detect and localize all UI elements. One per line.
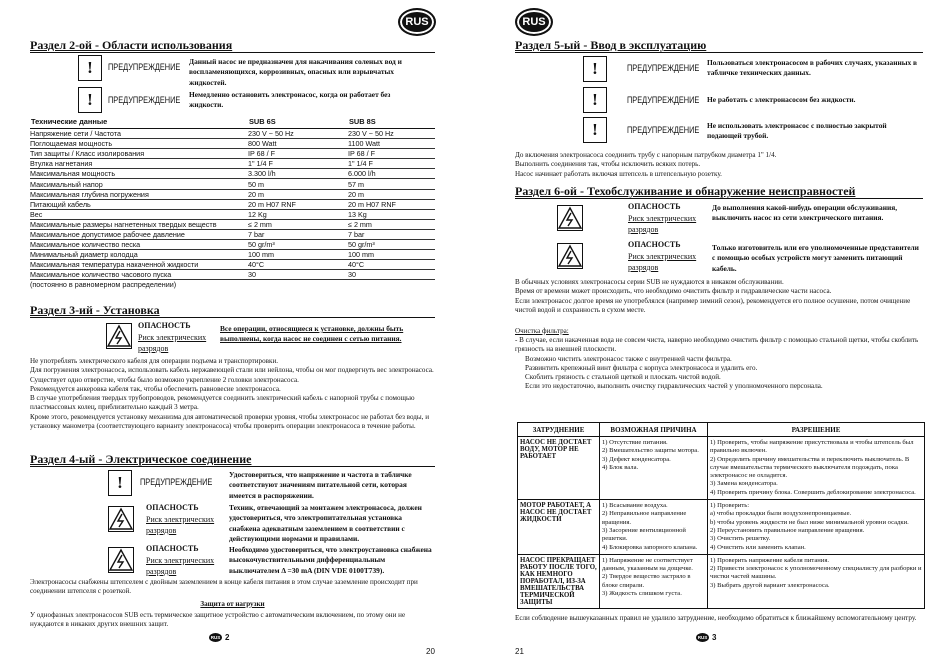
spec-cell: Максимальная глубина погружения bbox=[30, 189, 248, 199]
danger-label: ОПАСНОСТЬ Риск электрических разрядов bbox=[138, 321, 207, 353]
spec-cell: 12 Kg bbox=[248, 209, 348, 219]
d1-text: До выполнения какой-нибудь операции обслуживания, выключить насос из сети электрического питания. bbox=[712, 203, 898, 223]
electric-hazard-icon bbox=[108, 546, 134, 574]
spec-cell: Питающий кабель bbox=[30, 199, 248, 209]
trouble-causes bbox=[600, 437, 708, 500]
spec-cell: 6.000 l/h bbox=[348, 169, 435, 179]
spec-cell: 1100 Watt bbox=[348, 139, 435, 149]
spec-header-cell: SUB 6S bbox=[248, 114, 348, 129]
trouble-cause: 3) Засорение вентиляционной решетки. bbox=[602, 526, 686, 543]
trouble-header-cell: РАЗРЕШЕНИЕ bbox=[708, 423, 925, 437]
spec-table bbox=[30, 114, 435, 290]
trouble-solutions bbox=[708, 437, 925, 500]
trouble-solution: 3) Выбрать другой вариант электронасоса. bbox=[710, 581, 830, 589]
trouble-header-cell: ВОЗМОЖНАЯ ПРИЧИНА bbox=[600, 423, 708, 437]
trouble-solution: 1) Проверить: bbox=[710, 502, 750, 510]
spec-row bbox=[30, 129, 435, 139]
danger-text-2: Необходимо удостовериться, что электроустановка снабжена высокочувствительными дифференциальным выключателем Δ =30 mA (DIN VDE 0100T739). bbox=[229, 545, 432, 575]
spec-header-cell: Технические данные bbox=[30, 114, 248, 129]
trouble-solution: 4) Очистить или заменить клапан. bbox=[710, 543, 806, 551]
spec-cell: IP 68 / F bbox=[248, 149, 348, 159]
trouble-cause: 1) Всасывание воздуха. bbox=[602, 502, 668, 510]
page-number: 20 bbox=[426, 647, 435, 656]
section5-text: До включения электронасоса соединить трубу с напорным патрубком диаметра 1" 1/4. Выполнить соединения так, чтобы исключить всяких потерь. Насос начинает работать включая штепсель в штепсельную розетку. bbox=[515, 151, 777, 178]
trouble-header-cell: ЗАТРУДНЕНИЕ bbox=[518, 423, 600, 437]
electric-hazard-icon bbox=[108, 505, 134, 533]
trouble-row bbox=[518, 554, 925, 608]
trouble-cause: 1) Отсутствие питания. bbox=[602, 439, 668, 446]
spec-cell: 20 m H07 RNF bbox=[348, 199, 435, 209]
trouble-cause: 2) Вмешательство защиты мотора. bbox=[602, 447, 699, 455]
spec-row bbox=[30, 179, 435, 189]
divider bbox=[30, 317, 435, 318]
trouble-solution: 2) Переустановить правильное направление вращения. bbox=[710, 526, 865, 534]
section4-title: Раздел 4-ый - Электрическое соединение bbox=[30, 452, 252, 466]
warning-icon: ! bbox=[78, 87, 102, 113]
trouble-solution: 1) Проверить напряжение кабеля питания. bbox=[710, 556, 829, 564]
w1-text: Пользоваться электронасосом в рабочих случаях, указанных в табличке технических данных. bbox=[707, 58, 918, 78]
spec-cell: 7 bar bbox=[348, 229, 435, 239]
spec-cell: Втулка нагнетания bbox=[30, 159, 248, 169]
spec-cell: 1" 1/4 F bbox=[248, 159, 348, 169]
warning-label: ПРЕДУПРЕЖДЕНИЕ bbox=[627, 125, 700, 135]
spec-row bbox=[30, 149, 435, 159]
danger-sub: Риск электрических разрядов bbox=[628, 214, 697, 234]
trouble-cause: 1) Напряжение не соответствует данным, указанным на дощечке. bbox=[602, 556, 693, 573]
spec-cell: Максимальное количество песка bbox=[30, 240, 248, 250]
spec-row-note bbox=[30, 280, 435, 290]
electric-hazard-icon bbox=[106, 322, 132, 350]
footer-badge: RUS 2 bbox=[210, 633, 230, 642]
w3-text: Не использовать электронасос с полностью закрытой подающей трубой. bbox=[707, 121, 887, 141]
spec-cell: Максимальные размеры нагнетенных твердых веществ bbox=[30, 219, 248, 229]
spec-cell: Тип защиты / Класс изолирования bbox=[30, 149, 248, 159]
filter-steps: - В случае, если накаченная вода не совсем чиста, наверно необходимо очистить фильтр с помощью стальной щетки, чтобы скоблить грязность на внешней плоскости. Возможно чистить электронасос также с внутренней части фильтра. Развинтить крепежный винт фильтра с корпуса электронасоса и удалить его. Скоблить грязность с стальной щеткой и плоскать чистой водой. Если это недостаточно, выполнить очистку гидравлических частей у уполномоченного персонала. bbox=[515, 336, 919, 391]
section4-para1: Электронасосы снабжены штепселем с двойным заземлением в конце кабеля питания в этом случае заземление происходит при соединении штепселя с розеткой. bbox=[30, 578, 418, 596]
danger-label: ОПАСНОСТЬ Риск электрических разрядов bbox=[146, 543, 221, 577]
trouble-problem: МОТОР РАБОТАЕТ, А НАСОС НЕ ДОСТАЕТ ЖИДКОСТИ bbox=[518, 500, 600, 555]
warning-text-1: Данный насос не предназначен для накачивания соленых вод и воспламеняющихся, коррозивных, опасных или взрывчатых жидкостей. bbox=[189, 57, 402, 87]
spec-header-cell: SUB 8S bbox=[348, 114, 435, 129]
spec-cell: Максимальный напор bbox=[30, 179, 248, 189]
danger-text: Все операции, относящиеся к установке, должны быть выполнены, когда насос не соединен с сетью питания. bbox=[220, 324, 404, 344]
spec-cell: 13 Kg bbox=[348, 209, 435, 219]
danger-sub: Риск электрических разрядов bbox=[138, 333, 207, 353]
spec-cell: Максимальная мощность bbox=[30, 169, 248, 179]
spec-cell: 800 Watt bbox=[248, 139, 348, 149]
divider bbox=[30, 52, 435, 53]
spec-row bbox=[30, 139, 435, 149]
spec-header-row bbox=[30, 114, 435, 129]
spec-cell: 7 bar bbox=[248, 229, 348, 239]
trouble-solutions bbox=[708, 554, 925, 608]
warning-label: ПРЕДУПРЕЖДЕНИЕ bbox=[108, 95, 181, 105]
spec-cell: Напряжение сети / Частота bbox=[30, 129, 248, 139]
spec-cell: 20 m bbox=[348, 189, 435, 199]
danger-label: ОПАСНОСТЬ Риск электрических разрядов bbox=[628, 201, 708, 235]
section4-subhead: Защита от нагрузки bbox=[200, 600, 265, 608]
trouble-causes bbox=[600, 500, 708, 555]
spec-cell: IP 68 / F bbox=[348, 149, 435, 159]
trouble-solution: 3) Замена конденсатора. bbox=[710, 480, 778, 488]
warning-label: ПРЕДУПРЕЖДЕНИЕ bbox=[627, 63, 700, 73]
spec-cell: 30 bbox=[348, 270, 435, 280]
trouble-solution: 3) Очистить решетку. bbox=[710, 535, 771, 543]
spec-cell: 100 mm bbox=[348, 250, 435, 260]
spec-row bbox=[30, 250, 435, 260]
spec-cell: 40°C bbox=[248, 260, 348, 270]
spec-row bbox=[30, 240, 435, 250]
spec-row bbox=[30, 189, 435, 199]
spec-cell: Максимальная температура накаченной жидкости bbox=[30, 260, 248, 270]
section5-title: Раздел 5-ый - Ввод в эксплуатацию bbox=[515, 38, 707, 52]
spec-cell: ≤ 2 mm bbox=[348, 219, 435, 229]
warning-icon: ! bbox=[108, 470, 132, 496]
section6-title: Раздел 6-ой - Техобслуживание и обнаружение неисправностей bbox=[515, 184, 856, 198]
spec-cell: 20 m H07 RNF bbox=[248, 199, 348, 209]
spec-row bbox=[30, 209, 435, 219]
page-number: 21 bbox=[515, 647, 524, 656]
trouble-problem: НАСОС ПРЕКРАЩАЕТ РАБОТУ ПОСЛЕ ТОГО, КАК НЕМНОГО ПОРАБОТАЛ, ИЗ-ЗА ВМЕШАТЕЛЬСТВА ТЕРМИЧЕСКОЙ ЗАЩИТЫ bbox=[518, 554, 600, 608]
spec-cell: 50 gr/m³ bbox=[248, 240, 348, 250]
spec-cell: 100 mm bbox=[248, 250, 348, 260]
warning-icon: ! bbox=[78, 55, 102, 81]
final-note: Если соблюдение вышеуказанных правил не удалило затруднение, необходимо обратиться к ближайшему вспомогательному центру. bbox=[515, 614, 917, 622]
trouble-row bbox=[518, 437, 925, 500]
trouble-cause: 4) Блокировка запорного клапана. bbox=[602, 543, 698, 551]
spec-row bbox=[30, 229, 435, 239]
warning-icon: ! bbox=[583, 56, 607, 82]
danger-text-1: Техник, отвечающий за монтажем электронасоса, должен удостовериться, что электропитательная установка снабжена адекватным заземлением в соответствии с действующими нормами и правилами. bbox=[229, 503, 422, 544]
spec-cell: 1" 1/4 F bbox=[348, 159, 435, 169]
footer-badge: RUS 3 bbox=[697, 633, 717, 642]
spec-cell: Вес bbox=[30, 209, 248, 219]
rus-badge: RUS bbox=[515, 8, 553, 36]
trouble-causes bbox=[600, 554, 708, 608]
spec-cell: 230 V ~ 50 Hz bbox=[348, 129, 435, 139]
section6-text: В обычных условиях электронасосы серии SUB не нуждаются в никаком обслуживании. Время от времени может происходить, что необходимо очистить фильтр и гидравлические части насоса. Если электронасос долгое время не употреблялся (например зимний сезон), рекомендуется его полное осушение, потом очищение чистой водой и сохранность в сухом месте. bbox=[515, 278, 911, 314]
section3-title: Раздел 3-ий - Установка bbox=[30, 303, 160, 317]
trouble-solution: 1) Проверить, чтобы напряжение присутствовала и чтобы штепсель был правильно включен. bbox=[710, 439, 914, 455]
trouble-cause: 2) Неправильное направление вращения. bbox=[602, 510, 687, 526]
filter-heading: Очистка фильтра: bbox=[515, 327, 569, 335]
danger-label: ОПАСНОСТЬ Риск электрических разрядов bbox=[628, 239, 708, 273]
d2-text: Только изготовитель или его уполномоченные представители с помощью особых устройств могут заменить питающий кабель. bbox=[712, 243, 919, 273]
warning-label: ПРЕДУПРЕЖДЕНИЕ bbox=[627, 95, 700, 105]
spec-cell: Поглощаемая мощность bbox=[30, 139, 248, 149]
divider bbox=[30, 466, 435, 467]
electric-hazard-icon bbox=[557, 204, 583, 232]
electric-hazard-icon bbox=[557, 242, 583, 270]
trouble-solution: 2) Привести электронасос к уполномоченному специалисту для разборки и чистки частей машины. bbox=[710, 565, 922, 581]
spec-note: (постоянно в равномерном распределении) bbox=[30, 280, 177, 290]
spec-cell: 57 m bbox=[348, 179, 435, 189]
trouble-solution: 4) Проверить причину блока. Совершить деблокирование электронасоса. bbox=[710, 488, 916, 496]
danger-sub: Риск электрических разрядов bbox=[628, 252, 697, 272]
spec-cell: 50 m bbox=[248, 179, 348, 189]
spec-cell: Минимальный диаметр колодца bbox=[30, 250, 248, 260]
spec-cell: Максимальное количество часового пуска bbox=[30, 270, 248, 280]
w2-text: Не работать с электронасосом без жидкости. bbox=[707, 95, 856, 104]
spec-row bbox=[30, 199, 435, 209]
spec-cell: 230 V ~ 50 Hz bbox=[248, 129, 348, 139]
spec-row bbox=[30, 260, 435, 270]
spec-cell: 20 m bbox=[248, 189, 348, 199]
trouble-cause: 4) Блок вала. bbox=[602, 463, 639, 471]
spec-cell: 40°C bbox=[348, 260, 435, 270]
trouble-solution: b) чтобы уровень жидкости не был ниже минимальной уровни осадки. bbox=[710, 518, 909, 526]
divider bbox=[515, 198, 923, 199]
section2-title: Раздел 2-ой - Области использования bbox=[30, 38, 233, 52]
spec-row bbox=[30, 270, 435, 280]
warning-icon: ! bbox=[583, 117, 607, 143]
trouble-header-row bbox=[518, 423, 925, 437]
warning-icon: ! bbox=[583, 87, 607, 113]
trouble-cause: 3) Дефект конденсатора. bbox=[602, 455, 671, 463]
rus-badge: RUS bbox=[398, 8, 436, 36]
trouble-solution: 2) Определить причину вмешательства и переключить выключатель. В случае вмешательства термического выключателя подождать, пока электронасос не охладится. bbox=[710, 455, 910, 480]
trouble-cause: 3) Жидкость слишком густа. bbox=[602, 590, 682, 598]
trouble-solution: а) чтобы прокладки были воздухонепроницаемые. bbox=[710, 510, 852, 518]
spec-row bbox=[30, 169, 435, 179]
spec-cell: Максимальное допустимое рабочее давление bbox=[30, 229, 248, 239]
spec-cell: 50 gr/m³ bbox=[348, 240, 435, 250]
warning-label: ПРЕДУПРЕЖДЕНИЕ bbox=[140, 477, 213, 487]
danger-sub: Риск электрических разрядов bbox=[146, 515, 215, 535]
trouble-problem: НАСОС НЕ ДОСТАЕТ ВОДУ, МОТОР НЕ РАБОТАЕТ bbox=[518, 437, 600, 500]
trouble-row bbox=[518, 500, 925, 555]
danger-sub: Риск электрических разрядов bbox=[146, 556, 215, 576]
troubleshooting-table bbox=[517, 422, 925, 609]
trouble-cause: 2) Твердое вещество застряло в блоке спирали. bbox=[602, 573, 691, 589]
danger-label: ОПАСНОСТЬ Риск электрических разрядов bbox=[146, 502, 221, 536]
spec-cell: 30 bbox=[248, 270, 348, 280]
spec-cell: 3.300 l/h bbox=[248, 169, 348, 179]
spec-cell: ≤ 2 mm bbox=[248, 219, 348, 229]
spec-row bbox=[30, 159, 435, 169]
warning-text-2: Немедленно остановить электронасос, когда он работает без жидкости. bbox=[189, 90, 391, 110]
section4-para2: У однофазных электронасосов SUB есть термическое защитное устройство с автоматическим включением, по этому они не нуждаются в никаких других внешних защит. bbox=[30, 611, 406, 629]
warning-text: Удостовериться, что напряжение и частота в табличке соответствуют значениям питательной сети, которая имеется в распоряжении. bbox=[229, 470, 412, 500]
warning-label: ПРЕДУПРЕЖДЕНИЕ bbox=[108, 62, 181, 72]
divider bbox=[515, 52, 923, 53]
section3-text: Не употреблять электрического кабеля для операции подъема и транспортировки. Для погружения электронасоса, использовать кабель нержавеющей стали или нейлона, чтобы он мог подвергнуть вес электронасоса. Существует одно отверстие, чтобы было возможно укрепление 2 головки электронасоса. Рекомендуется анкеровка кабеля так, чтобы обеспечить равновесие электронасоса. В случае употребления твердых трубопроводов, рекомендуется соединить электрический кабель с напорной трубы с помощью пластмассовых колец, приблизительно каждый 3 метра. Кроме этого, рекомендуется установку механизма для автоматической проверки уровня, чтобы электронасос не работал без воды, и установку манометра (соответствующего варианту электронасоса) чтобы проверить операции электронасоса в течение работы. bbox=[30, 357, 434, 431]
trouble-solutions bbox=[708, 500, 925, 555]
spec-row bbox=[30, 219, 435, 229]
